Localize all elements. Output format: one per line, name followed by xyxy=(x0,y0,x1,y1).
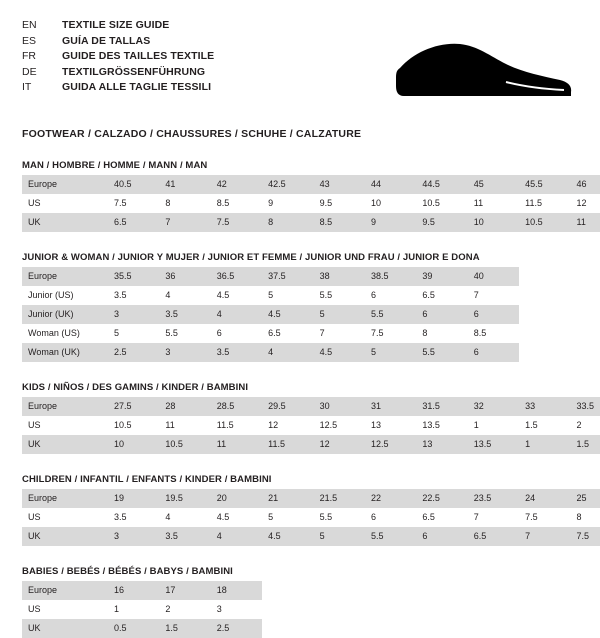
row-label: US xyxy=(28,198,41,208)
size-cell: 6.5 xyxy=(108,213,159,232)
table-row xyxy=(22,213,600,232)
size-cell: 10.5 xyxy=(114,420,132,430)
size-table xyxy=(22,267,600,362)
size-cell: 31 xyxy=(365,397,416,416)
category-title: FOOTWEAR / CALZADO / CHAUSSURES / SCHUHE / CALZATURE xyxy=(22,128,362,140)
size-cell xyxy=(365,619,416,638)
size-cell: 40 xyxy=(468,267,519,286)
row-label: US xyxy=(28,420,41,430)
dress-shoe-icon xyxy=(394,38,574,104)
row-label: UK xyxy=(22,213,108,232)
table-row xyxy=(22,416,600,435)
row-label: UK xyxy=(22,435,108,454)
row-label: UK xyxy=(22,527,108,546)
size-cell: 22.5 xyxy=(416,489,467,508)
size-cell xyxy=(571,324,600,343)
size-cell: 8 xyxy=(165,198,171,208)
size-cell: 10.5 xyxy=(159,435,210,454)
size-cell: 9.5 xyxy=(416,213,467,232)
size-cell: 1.5 xyxy=(159,619,210,638)
size-blocks xyxy=(22,160,595,638)
size-cell: 9 xyxy=(268,198,274,208)
row-label: US xyxy=(28,604,41,614)
language-title: GUÍA DE TALLAS xyxy=(62,34,151,47)
table-row xyxy=(22,324,600,343)
size-cell: 27.5 xyxy=(108,397,159,416)
row-label: US xyxy=(28,512,41,522)
document-header xyxy=(22,18,578,114)
size-cell: 16 xyxy=(108,581,159,600)
size-cell: 42.5 xyxy=(262,175,313,194)
size-cell: 28.5 xyxy=(211,397,262,416)
table-row xyxy=(22,194,600,213)
size-cell: 3 xyxy=(108,305,159,324)
size-cell: 5.5 xyxy=(319,290,333,300)
size-cell: 5.5 xyxy=(365,305,416,324)
row-label: Woman (US) xyxy=(28,328,80,338)
size-cell: 20 xyxy=(211,489,262,508)
size-cell xyxy=(571,286,600,305)
size-cell: 6 xyxy=(468,305,519,324)
table-row xyxy=(22,619,600,638)
size-cell: 8 xyxy=(422,328,428,338)
size-cell xyxy=(314,581,365,600)
table-row xyxy=(22,286,600,305)
size-cell xyxy=(314,600,365,619)
size-cell xyxy=(262,600,313,619)
size-cell xyxy=(519,600,570,619)
size-block xyxy=(22,566,578,638)
size-cell xyxy=(416,581,467,600)
row-label: Europe xyxy=(22,175,108,194)
size-cell: 3 xyxy=(159,343,210,362)
size-cell: 11 xyxy=(165,420,175,430)
size-cell: 18 xyxy=(211,581,262,600)
size-cell: 8.5 xyxy=(473,328,487,338)
row-label: Europe xyxy=(22,581,108,600)
size-cell: 10 xyxy=(108,435,159,454)
size-cell: 32 xyxy=(468,397,519,416)
size-block-title: KIDS / NIÑOS / DES GAMINS / KINDER / BAMBINI xyxy=(22,382,249,393)
size-cell: 28 xyxy=(159,397,210,416)
size-cell: 5 xyxy=(314,527,365,546)
size-cell: 5 xyxy=(268,512,274,522)
size-cell: 6.5 xyxy=(422,512,435,522)
size-cell: 4 xyxy=(262,343,313,362)
row-label: Europe xyxy=(22,489,108,508)
size-cell: 6.5 xyxy=(268,328,281,338)
size-cell: 35.5 xyxy=(108,267,159,286)
size-cell: 21 xyxy=(262,489,313,508)
size-block xyxy=(22,474,590,546)
language-row xyxy=(22,34,214,50)
size-cell: 4 xyxy=(211,305,262,324)
language-code: DE xyxy=(22,65,37,78)
size-block xyxy=(22,382,595,454)
size-cell: 13 xyxy=(370,420,381,430)
size-cell: 4.5 xyxy=(216,512,230,522)
size-cell: 11 xyxy=(571,213,600,232)
size-cell: 5 xyxy=(268,290,274,300)
size-cell xyxy=(365,581,416,600)
size-cell: 40.5 xyxy=(108,175,159,194)
size-cell: 7.5 xyxy=(211,213,262,232)
size-cell: 9 xyxy=(365,213,416,232)
size-cell: 23.5 xyxy=(468,489,519,508)
size-cell: 7 xyxy=(159,213,210,232)
size-cell: 13.5 xyxy=(422,420,440,430)
size-cell: 4 xyxy=(165,290,171,300)
size-cell: 6 xyxy=(468,343,519,362)
size-cell: 7 xyxy=(473,512,479,522)
table-row xyxy=(22,175,600,194)
size-cell xyxy=(571,581,600,600)
table-row xyxy=(22,305,600,324)
size-cell: 5 xyxy=(314,305,365,324)
size-cell: 3 xyxy=(216,604,222,614)
size-cell: 4.5 xyxy=(262,527,313,546)
size-cell: 44 xyxy=(365,175,416,194)
size-cell: 4 xyxy=(211,527,262,546)
size-cell xyxy=(519,343,570,362)
row-label: Woman (UK) xyxy=(22,343,108,362)
size-cell: 7 xyxy=(319,328,325,338)
size-cell: 4 xyxy=(165,512,171,522)
language-row xyxy=(22,80,214,96)
size-table xyxy=(22,175,600,232)
size-cell xyxy=(468,600,519,619)
size-cell: 11.5 xyxy=(216,420,234,430)
table-row xyxy=(22,600,600,619)
size-cell: 38 xyxy=(314,267,365,286)
size-cell: 43 xyxy=(314,175,365,194)
size-cell xyxy=(468,581,519,600)
size-cell: 1 xyxy=(519,435,570,454)
size-cell: 2 xyxy=(576,420,582,430)
row-label: Europe xyxy=(22,267,108,286)
size-block-title: MAN / HOMBRE / HOMME / MANN / MAN xyxy=(22,160,208,171)
size-cell: 0.5 xyxy=(108,619,159,638)
size-cell xyxy=(365,600,416,619)
size-cell: 4.5 xyxy=(314,343,365,362)
size-cell: 13 xyxy=(416,435,467,454)
size-cell xyxy=(262,581,313,600)
size-cell: 31.5 xyxy=(416,397,467,416)
language-row xyxy=(22,49,214,65)
size-cell: 36.5 xyxy=(211,267,262,286)
size-cell: 3.5 xyxy=(159,527,210,546)
size-cell: 11 xyxy=(211,435,262,454)
size-cell: 36 xyxy=(159,267,210,286)
size-cell: 7 xyxy=(519,527,570,546)
size-cell: 3.5 xyxy=(114,512,127,522)
size-cell: 11.5 xyxy=(525,198,542,208)
language-row xyxy=(22,18,214,34)
size-block xyxy=(22,252,578,362)
size-cell: 29.5 xyxy=(262,397,313,416)
size-cell: 8 xyxy=(576,512,582,522)
table-row xyxy=(22,397,600,416)
size-cell: 41 xyxy=(159,175,210,194)
table-row xyxy=(22,267,600,286)
size-cell: 2.5 xyxy=(108,343,159,362)
language-titles xyxy=(22,18,214,96)
size-cell: 22 xyxy=(365,489,416,508)
row-label: Junior (US) xyxy=(28,290,74,300)
size-cell: 39 xyxy=(416,267,467,286)
size-cell: 5 xyxy=(365,343,416,362)
size-cell xyxy=(571,267,600,286)
size-cell: 9.5 xyxy=(319,198,333,208)
size-cell: 3.5 xyxy=(211,343,262,362)
size-block xyxy=(22,160,587,232)
size-cell: 2 xyxy=(165,604,171,614)
size-cell: 5.5 xyxy=(319,512,333,522)
size-cell: 7 xyxy=(473,290,479,300)
size-cell: 7.5 xyxy=(370,328,384,338)
size-table xyxy=(22,489,600,546)
size-cell: 30 xyxy=(314,397,365,416)
size-cell: 45 xyxy=(468,175,519,194)
size-cell: 11.5 xyxy=(262,435,313,454)
size-cell: 6 xyxy=(370,290,376,300)
size-cell: 33.5 xyxy=(571,397,600,416)
size-cell: 44.5 xyxy=(416,175,467,194)
size-cell: 10 xyxy=(468,213,519,232)
language-code: IT xyxy=(22,81,32,93)
size-cell xyxy=(519,305,570,324)
size-cell: 4.5 xyxy=(262,305,313,324)
size-cell xyxy=(519,267,570,286)
size-cell: 7.5 xyxy=(114,198,127,208)
size-cell xyxy=(519,581,570,600)
table-row xyxy=(22,489,600,508)
size-cell: 5 xyxy=(114,328,120,338)
size-cell: 12 xyxy=(268,420,279,430)
language-title: GUIDA ALLE TAGLIE TESSILI xyxy=(62,81,212,93)
size-cell: 5.5 xyxy=(165,328,178,338)
size-cell: 17 xyxy=(159,581,210,600)
row-label: UK xyxy=(22,619,108,638)
size-cell: 12.5 xyxy=(365,435,416,454)
size-cell: 12.5 xyxy=(319,420,338,430)
size-cell xyxy=(519,324,570,343)
size-cell: 5.5 xyxy=(365,527,416,546)
size-cell xyxy=(519,286,570,305)
size-cell: 21.5 xyxy=(314,489,365,508)
size-cell: 45.5 xyxy=(519,175,570,194)
size-cell xyxy=(519,619,570,638)
size-cell: 13.5 xyxy=(468,435,519,454)
size-cell: 8.5 xyxy=(314,213,365,232)
size-cell: 24 xyxy=(519,489,570,508)
size-cell xyxy=(571,305,600,324)
size-cell: 25 xyxy=(571,489,600,508)
language-title: TEXTILGRÖSSENFÜHRUNG xyxy=(62,65,206,78)
language-row xyxy=(22,65,214,81)
size-cell: 12 xyxy=(314,435,365,454)
table-row xyxy=(22,508,600,527)
table-row xyxy=(22,435,600,454)
size-cell: 5.5 xyxy=(416,343,467,362)
size-cell: 1 xyxy=(473,420,479,430)
size-cell: 3 xyxy=(108,527,159,546)
size-cell: 1.5 xyxy=(525,420,538,430)
size-cell: 10.5 xyxy=(519,213,570,232)
size-cell xyxy=(468,619,519,638)
size-cell: 37.5 xyxy=(262,267,313,286)
language-code: ES xyxy=(22,34,37,47)
size-cell xyxy=(314,619,365,638)
language-title: GUIDE DES TAILLES TEXTILE xyxy=(62,50,215,62)
size-block-title: JUNIOR & WOMAN / JUNIOR Y MUJER / JUNIOR ET FEMME / JUNIOR UND FRAU / JUNIOR E DONA xyxy=(22,252,480,263)
size-cell: 12 xyxy=(576,198,587,208)
size-cell: 10.5 xyxy=(422,198,440,208)
size-cell xyxy=(416,600,467,619)
size-cell xyxy=(571,600,600,619)
size-cell: 38.5 xyxy=(365,267,416,286)
size-cell: 6 xyxy=(416,305,467,324)
size-cell: 10 xyxy=(370,198,381,208)
size-block-title: BABIES / BEBÉS / BÉBÉS / BABYS / BAMBINI xyxy=(22,566,233,577)
size-cell: 7.5 xyxy=(571,527,600,546)
size-cell: 6 xyxy=(416,527,467,546)
table-row xyxy=(22,527,600,546)
size-cell: 11 xyxy=(473,198,484,208)
size-cell: 6 xyxy=(370,512,376,522)
size-cell xyxy=(416,619,467,638)
language-code: EN xyxy=(22,19,37,31)
size-cell: 6.5 xyxy=(468,527,519,546)
size-cell: 6.5 xyxy=(422,290,435,300)
size-block-title: CHILDREN / INFANTIL / ENFANTS / KINDER / BAMBINI xyxy=(22,474,272,485)
size-cell: 8 xyxy=(262,213,313,232)
size-cell: 19 xyxy=(108,489,159,508)
size-cell: 3.5 xyxy=(114,290,127,300)
size-cell: 2.5 xyxy=(211,619,262,638)
row-label: Junior (UK) xyxy=(22,305,108,324)
size-cell: 1.5 xyxy=(571,435,600,454)
size-cell xyxy=(262,619,313,638)
size-table xyxy=(22,397,600,454)
size-cell: 8.5 xyxy=(216,198,230,208)
size-cell xyxy=(571,343,600,362)
size-cell: 33 xyxy=(519,397,570,416)
language-title: TEXTILE SIZE GUIDE xyxy=(62,19,170,31)
size-cell: 42 xyxy=(211,175,262,194)
size-cell: 6 xyxy=(216,328,222,338)
size-cell: 7.5 xyxy=(525,512,538,522)
size-cell: 3.5 xyxy=(159,305,210,324)
table-row xyxy=(22,343,600,362)
size-cell: 19.5 xyxy=(159,489,210,508)
size-cell: 4.5 xyxy=(216,290,230,300)
table-row xyxy=(22,581,600,600)
size-table xyxy=(22,581,600,638)
size-cell: 46 xyxy=(571,175,600,194)
row-label: Europe xyxy=(22,397,108,416)
size-cell xyxy=(571,619,600,638)
language-code: FR xyxy=(22,50,36,62)
size-cell: 1 xyxy=(114,604,120,614)
